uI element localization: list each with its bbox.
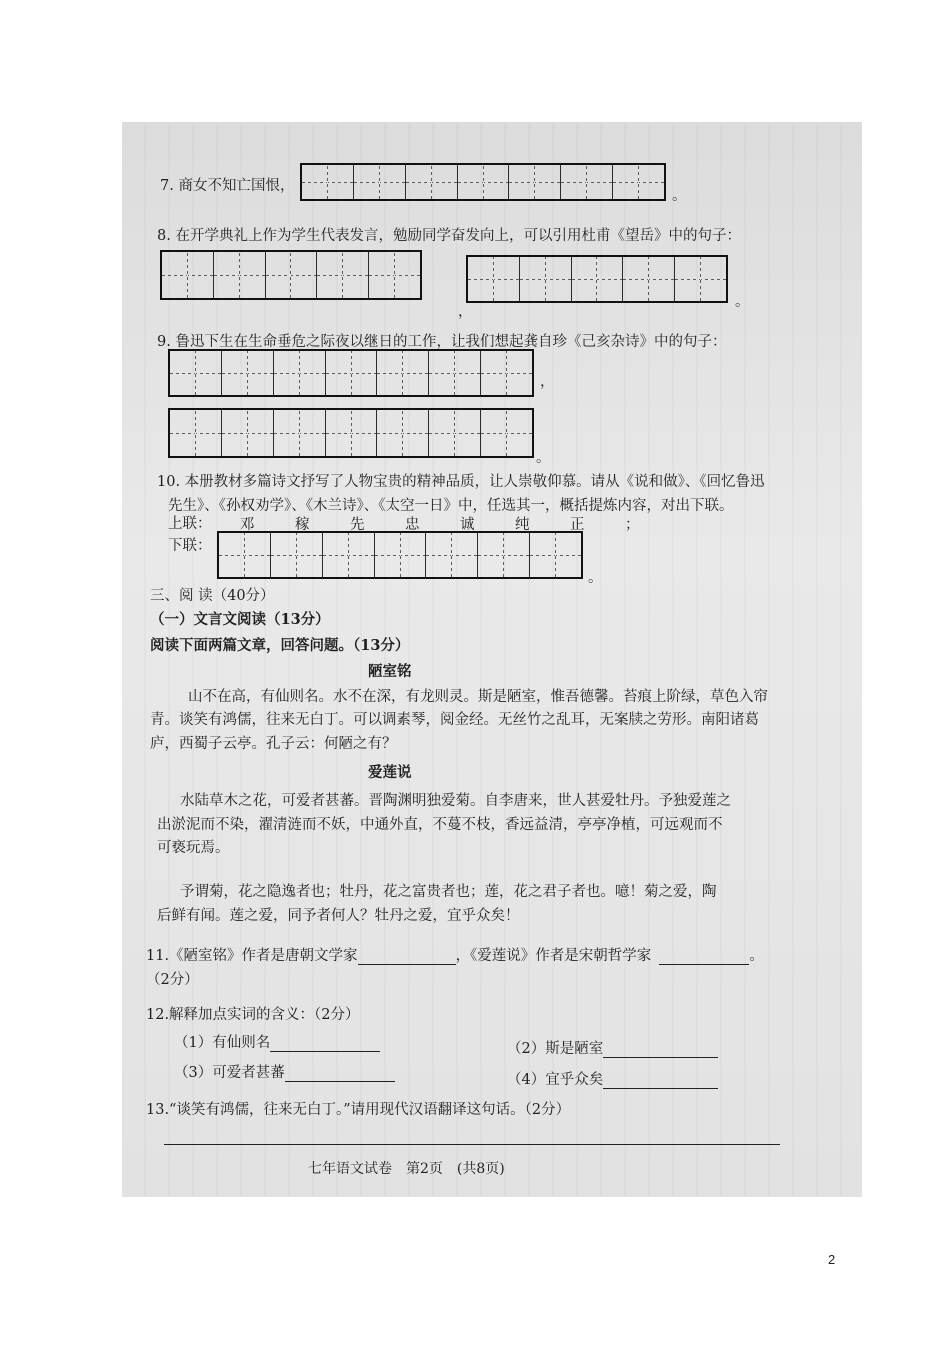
upper-char: 正	[570, 517, 585, 533]
q12-item-label: （3）可爱者甚蕃	[174, 1065, 285, 1081]
q11-score: （2分）	[146, 972, 199, 988]
q12-item-label: （1）有仙则名	[174, 1035, 271, 1051]
q13-answer-line[interactable]	[164, 1144, 780, 1145]
q7-text: 7. 商女不知亡国恨，	[160, 178, 295, 194]
passage1-line: 青。谈笑有鸿儒，往来无白丁。可以调素琴，阅金经。无丝竹之乱耳，无案牍之劳形。南阳诸葛	[150, 712, 759, 728]
q10-end-punct: 。	[588, 570, 603, 586]
q12-item-label: （4）宜乎众矣	[507, 1072, 604, 1088]
q10-upper-label: 上联：	[168, 516, 212, 532]
q8-end-punct: 。	[735, 294, 750, 310]
q12-item-2	[507, 1037, 718, 1058]
q9-comma: ，	[540, 374, 555, 390]
q12-blank-1[interactable]	[270, 1037, 380, 1052]
q9-answer-grid-2[interactable]	[168, 408, 534, 458]
q9-end-punct: 。	[536, 450, 551, 466]
upper-char: 纯	[515, 517, 530, 533]
passage1-line: 庐，西蜀子云亭。孔子云：何陋之有？	[150, 736, 397, 752]
q11-blank-2[interactable]	[659, 950, 749, 965]
passage2-line: 予谓菊，花之隐逸者也；牡丹，花之富贵者也；莲，花之君子者也。噫！菊之爱，陶	[180, 884, 717, 900]
q11-line	[146, 944, 764, 965]
q12-blank-3[interactable]	[285, 1067, 395, 1082]
q13-text: 13.“谈笑有鸿儒，往来无白丁。”请用现代汉语翻译这句话。（2分）	[146, 1102, 571, 1118]
q8-answer-grid-1[interactable]	[160, 250, 422, 300]
page-number: 2	[828, 1252, 836, 1267]
q12-item-3	[174, 1061, 395, 1082]
q9-text: 9. 鲁迅下生在生命垂危之际夜以继日的工作，让我们想起龚自珍《己亥杂诗》中的句子：	[157, 334, 727, 350]
q12-item-4	[507, 1068, 718, 1089]
q11-blank-1[interactable]	[358, 950, 456, 965]
q11-end-punct: 。	[749, 948, 764, 964]
upper-char: 稼	[295, 517, 310, 533]
q12-item-1	[174, 1031, 380, 1052]
q10-lower-label: 下联：	[168, 538, 212, 554]
section3-subtitle: （一）文言文阅读（13分）	[150, 611, 330, 628]
q8-comma: ，	[458, 304, 473, 320]
q10-line1: 10. 本册教材多篇诗文抒写了人物宝贵的精神品质，让人崇敬仰慕。请从《说和做》、《回忆鲁迅	[157, 474, 765, 490]
passage2-line: 水陆草木之花，可爱者甚蕃。晋陶渊明独爱菊。自李唐来，世人甚爱牡丹。予独爱莲之	[180, 793, 731, 809]
q12-blank-4[interactable]	[603, 1074, 718, 1089]
upper-char: 先	[350, 517, 365, 533]
q10-line2: 先生》、《孙权劝学》、《木兰诗》、《太空一日》中，任选其一，概括提炼内容，对出下联。	[168, 498, 734, 514]
upper-char: 忠	[405, 517, 420, 533]
passage2-line: 出淤泥而不染，濯清涟而不妖，中通外直，不蔓不枝，香远益清，亭亭净植，可远观而不	[157, 817, 723, 833]
q7-end-punct: 。	[672, 188, 687, 204]
passage2-title: 爱莲说	[368, 764, 412, 781]
upper-char: 诚	[460, 517, 475, 533]
exam-footer: 七年语文试卷 第2页 (共8页)	[308, 1161, 505, 1177]
q11-part2: ，《爱莲说》作者是宋朝哲学家	[455, 948, 652, 964]
section3-instruction: 阅读下面两篇文章，回答问题。（13分）	[150, 637, 410, 654]
passage1-line: 山不在高，有仙则名。水不在深，有龙则灵。斯是陋室，惟吾德馨。苔痕上阶绿，草色入帘	[188, 689, 768, 705]
q12-item-label: （2）斯是陋室	[507, 1041, 604, 1057]
q8-text: 8. 在开学典礼上作为学生代表发言，勉励同学奋发向上，可以引用杜甫《望岳》中的句子：	[157, 228, 741, 244]
q7-answer-grid[interactable]	[300, 163, 666, 201]
passage2-line: 可亵玩焉。	[157, 840, 230, 856]
q12-text: 12.解释加点实词的含义：（2分）	[146, 1007, 360, 1023]
passage2-line: 后鲜有闻。莲之爱，同予者何人？牡丹之爱，宜乎众矣！	[157, 908, 520, 924]
q8-answer-grid-2[interactable]	[466, 255, 728, 303]
passage1-title: 陋室铭	[368, 663, 412, 680]
q12-blank-2[interactable]	[603, 1043, 718, 1058]
upper-char: 邓	[240, 517, 255, 533]
q9-answer-grid-1[interactable]	[168, 349, 534, 397]
upper-end-punct: ；	[625, 517, 640, 533]
q11-part1: 11.《陋室铭》作者是唐朝文学家	[146, 948, 358, 964]
q10-answer-grid[interactable]	[217, 531, 583, 579]
section3-title: 三、阅 读（40分）	[150, 588, 275, 604]
